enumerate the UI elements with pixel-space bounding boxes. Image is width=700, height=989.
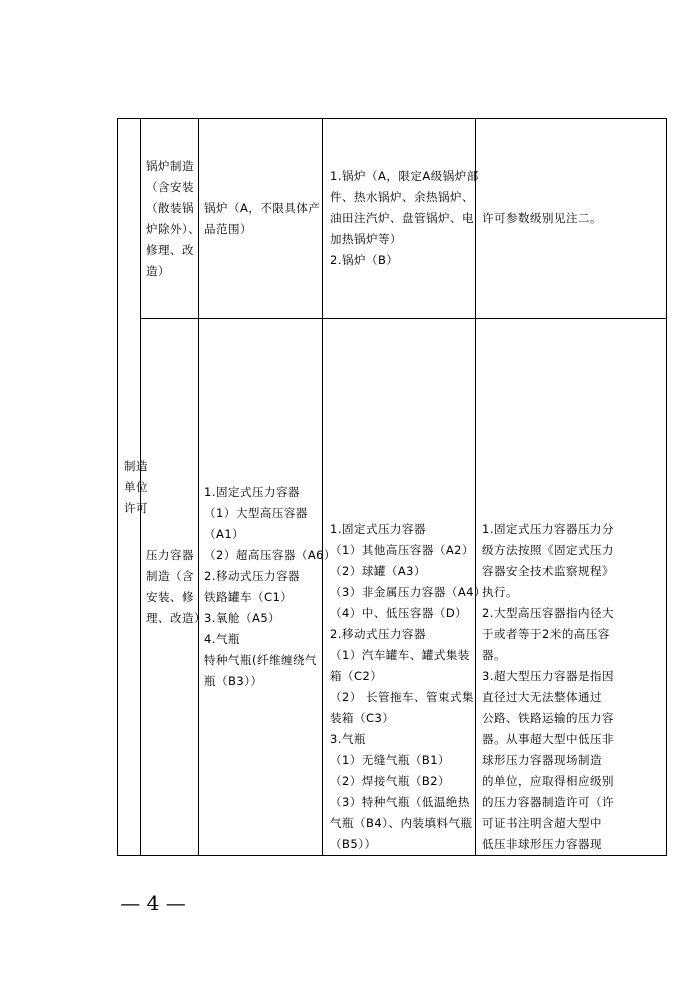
remark-line: 器。从事超大型中低压非 [482,732,614,746]
remark-cell [476,319,667,856]
category-line: 单位 [124,479,148,494]
remark-line: 的单位，应取得相应级别 [482,774,614,788]
remark-line: 可证书注明含超大型中 [482,816,602,830]
subtype-line: 铁路罐车（C1） [204,590,293,604]
remark-line: 于或者等于2米的高压容 [482,627,610,641]
scope-line: 3.气瓶 [330,732,366,746]
license-table [117,118,667,856]
scope-line: 1.固定式压力容器 [330,522,426,536]
scope-line: （3）非金属压力容器（A4） [330,585,486,599]
remark-line: 级方法按照《固定式压力 [482,543,614,557]
category-cell [118,119,148,856]
scope-cell [323,319,486,856]
remark-cell [476,119,667,319]
subtype-line: 特种气瓶(纤维缠绕气 [204,653,317,667]
scope-line: 2.移动式压力容器 [330,627,426,641]
project-line: 安装、修 [146,590,194,604]
scope-line: （1）汽车罐车、罐式集装 [330,648,470,662]
remark-line: 3.超大型压力容器是指因 [482,669,614,683]
project-line: （散装锅 [146,200,194,215]
scope-line: 件、热水锅炉、余热锅炉、 [330,190,474,204]
remark-line: 许可参数级别见注二。 [482,211,602,225]
subtype-line: 瓶（B3）） [204,674,263,688]
project-cell [141,119,199,319]
scope-line: 油田注汽炉、盘管锅炉、电 [330,211,474,225]
subtype-line: 1.固定式压力容器 [204,485,300,499]
project-line: 压力容器 [146,548,194,562]
remark-line: 公路、铁路运输的压力容 [482,711,614,725]
remark-line: 执行。 [482,585,518,599]
scope-line: 气瓶（B4）、内装填料气瓶 [330,816,473,830]
scope-line: 加热锅炉等） [330,232,402,246]
scope-line: 2.锅炉（B） [330,253,399,267]
project-line: 炉除外）、 [146,221,201,236]
scope-line: （2） 长管拖车、管束式集 [330,690,474,704]
scope-line: （1）无缝气瓶（B1） [330,753,451,767]
remark-line: 球形压力容器现场制造 [482,753,602,767]
remark-line: 器。 [482,648,506,662]
remark-line: 直径过大无法整体通过 [482,690,602,704]
project-line: 造） [146,263,170,278]
project-line: （含安装 [146,179,194,194]
scope-line: （4）中、低压容器（D） [330,606,468,620]
scope-line: （3）特种气瓶（低温绝热 [330,795,470,809]
subtype-line: 4.气瓶 [204,632,240,646]
project-cell [141,319,206,856]
scope-line: （2）焊接气瓶（B2） [330,774,451,788]
subtype-cell [199,119,323,319]
remark-line: 低压非球形压力容器现 [482,837,602,851]
subtype-line: 3.氧舱（A5） [204,611,281,625]
subtype-cell [199,319,336,856]
remark-line: 1.固定式压力容器压力分 [482,522,614,536]
subtype-line: 品范围） [204,221,252,236]
table-row-boiler [118,119,667,319]
category-line: 制造 [124,458,148,473]
subtype-line: （A1） [204,527,245,541]
subtype-line: 2.移动式压力容器 [204,569,300,583]
project-line: 理、改造） [146,611,206,625]
remark-line: 容器安全技术监察规程》 [482,564,614,578]
scope-line: （B5）） [330,837,377,851]
remark-line: 2.大型高压容器指内径大 [482,606,614,620]
scope-line: 箱（C2） [330,669,383,683]
table-row-pressure-vessel [118,319,667,856]
scope-line: （2）球罐（A3） [330,564,426,578]
scope-line: 装箱（C3） [330,711,395,725]
subtype-line: 锅炉（A，不限具体产 [204,200,321,215]
subtype-line: （2）超高压容器（A6） [204,548,336,562]
scope-line: 1.锅炉（A，限定A级锅炉部 [330,169,479,183]
scope-cell [323,119,479,319]
project-line: 锅炉制造 [146,158,194,173]
page-number: — 4 — [120,891,186,915]
scope-line: （1）其他高压容器（A2） [330,543,474,557]
remark-line: 的压力容器制造许可（许 [482,795,614,809]
project-line: 修理、改 [146,242,194,257]
subtype-line: （1）大型高压容器 [204,506,308,520]
category-line: 许可 [124,500,148,515]
project-line: 制造（含 [146,569,194,583]
